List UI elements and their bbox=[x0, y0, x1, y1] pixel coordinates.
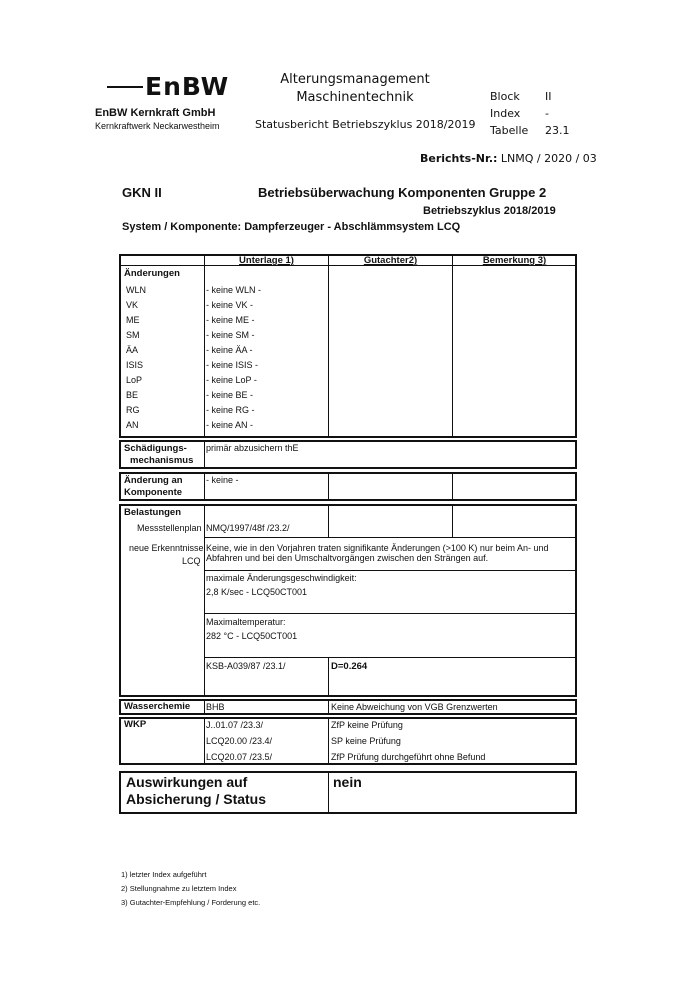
belastungen-divider-3 bbox=[452, 505, 453, 537]
komponente-divider-2 bbox=[328, 473, 329, 500]
header-title-2: Maschinentechnik bbox=[296, 90, 414, 105]
schaedigung-label-1: Schädigungs- bbox=[124, 443, 187, 454]
rate-label: maximale Änderungsgeschwindigkeit: bbox=[206, 573, 357, 583]
ksb-reference: KSB-A039/87 /23.1/ bbox=[206, 661, 286, 671]
company-name: EnBW Kernkraft GmbH bbox=[95, 107, 216, 119]
report-number bbox=[420, 152, 597, 165]
change-key: ME bbox=[126, 315, 140, 325]
wkp-note: ZfP keine Prüfung bbox=[331, 720, 403, 730]
schaedigung-divider bbox=[204, 441, 205, 468]
change-key: RG bbox=[126, 405, 140, 415]
change-key: ISIS bbox=[126, 360, 144, 370]
wkp-doc: LCQ20.07 /23.5/ bbox=[206, 752, 273, 762]
wkp-doc: LCQ20.00 /23.4/ bbox=[206, 736, 273, 746]
wkp-divider-1 bbox=[204, 718, 205, 764]
wkp-divider-2 bbox=[328, 718, 329, 764]
auswirkungen-label-1: Auswirkungen auf bbox=[126, 774, 248, 790]
wkp-note: ZfP Prüfung durchgeführt ohne Befund bbox=[331, 752, 486, 762]
d-value: D=0.264 bbox=[331, 661, 368, 672]
komponente-label-1: Änderung an bbox=[124, 475, 183, 486]
komponente-label-2: Komponente bbox=[124, 487, 183, 498]
logo-line bbox=[107, 86, 143, 88]
erkenntnisse-label-1: neue Erkenntnisse bbox=[129, 543, 204, 553]
footnote: 1) letzter Index aufgeführt bbox=[121, 870, 207, 879]
block-label: Block bbox=[490, 90, 520, 103]
komponente-divider-3 bbox=[452, 473, 453, 500]
schaedigung-value: primär abzusichern thE bbox=[206, 443, 299, 453]
change-key: AN bbox=[126, 420, 139, 430]
change-value: - keine ISIS - bbox=[206, 360, 259, 370]
komponente-divider-1 bbox=[204, 473, 205, 500]
change-value: - keine AN - bbox=[206, 420, 254, 430]
aenderungen-label: Änderungen bbox=[124, 268, 180, 279]
wkp-label: WKP bbox=[124, 719, 147, 730]
change-value: - keine LoP - bbox=[206, 375, 257, 385]
change-value: - keine RG - bbox=[206, 405, 255, 415]
change-value: - keine ÄA - bbox=[206, 345, 253, 355]
change-value: - keine BE - bbox=[206, 390, 254, 400]
col-header-bemerkung: Bemerkung 3) bbox=[482, 255, 547, 266]
unit-heading: GKN II bbox=[122, 185, 162, 200]
belastungen-divider bbox=[204, 505, 205, 696]
wasserchemie-divider-1 bbox=[204, 700, 205, 714]
wasserchemie-divider-2 bbox=[328, 700, 329, 714]
wkp-doc: J..01.07 /23.3/ bbox=[206, 720, 264, 730]
change-value: - keine SM - bbox=[206, 330, 255, 340]
rate-value: 2,8 K/sec - LCQ50CT001 bbox=[206, 587, 308, 597]
auswirkungen-divider bbox=[328, 772, 329, 813]
belastungen-row-line-2 bbox=[205, 570, 576, 571]
change-value: - keine WLN - bbox=[206, 285, 262, 295]
footnote: 2) Stellungnahme zu letztem Index bbox=[121, 884, 237, 893]
system-heading: System / Komponente: Dampferzeuger - Abschlämmsystem LCQ bbox=[122, 221, 461, 233]
erkenntnisse-text-2: Abfahren und bei den Umschaltvorgängen zwischen den Strängen auf. bbox=[206, 553, 489, 563]
col-header-unterlage: Unterlage 1) bbox=[239, 255, 294, 266]
change-key: ÄA bbox=[126, 345, 139, 355]
changes-table bbox=[119, 254, 577, 438]
footnote: 3) Gutachter-Empfehlung / Forderung etc. bbox=[121, 898, 261, 907]
wkp-note: SP keine Prüfung bbox=[331, 736, 401, 746]
wasserchemie-value: BHB bbox=[206, 702, 225, 712]
messstellenplan-label: Messstellenplan bbox=[137, 523, 202, 533]
index-label: Index bbox=[490, 107, 521, 120]
report-label: Berichts-Nr.: bbox=[420, 152, 498, 165]
header-title-1: Alterungsmanagement bbox=[280, 72, 430, 87]
belastungen-divider-2 bbox=[328, 505, 329, 537]
temp-label: Maximaltemperatur: bbox=[206, 617, 286, 627]
komponente-table bbox=[119, 472, 577, 501]
change-key: BE bbox=[126, 390, 139, 400]
col-header-gutachter: Gutachter2) bbox=[363, 255, 418, 266]
enbw-logo: EnBW bbox=[145, 72, 230, 101]
belastungen-label: Belastungen bbox=[124, 507, 182, 518]
block-value: II bbox=[545, 90, 552, 103]
report-value: LNMQ / 2020 / 03 bbox=[500, 152, 597, 165]
tabelle-label: Tabelle bbox=[490, 124, 529, 137]
col-divider-2 bbox=[328, 255, 329, 437]
page-title: Betriebsüberwachung Komponenten Gruppe 2 bbox=[258, 185, 547, 200]
erkenntnisse-text-1: Keine, wie in den Vorjahren traten signifikante Änderungen (>100 K) nur beim An- und bbox=[206, 543, 549, 553]
header-status: Statusbericht Betriebszyklus 2018/2019 bbox=[255, 118, 476, 131]
belastungen-row-line-1 bbox=[205, 537, 576, 538]
col-divider-1 bbox=[204, 255, 205, 437]
cycle-heading: Betriebszyklus 2018/2019 bbox=[423, 205, 556, 217]
change-key: VK bbox=[126, 300, 139, 310]
col-divider-3 bbox=[452, 255, 453, 437]
change-value: - keine VK - bbox=[206, 300, 254, 310]
auswirkungen-value: nein bbox=[333, 774, 362, 790]
wasserchemie-label: Wasserchemie bbox=[124, 701, 191, 712]
schaedigung-label-2: mechanismus bbox=[130, 455, 194, 466]
index-value: - bbox=[545, 107, 549, 120]
tabelle-value: 23.1 bbox=[545, 124, 570, 137]
belastungen-row-line-3 bbox=[205, 613, 576, 614]
change-value: - keine ME - bbox=[206, 315, 255, 325]
auswirkungen-label-2: Absicherung / Status bbox=[126, 791, 267, 807]
temp-value: 282 °C - LCQ50CT001 bbox=[206, 631, 298, 641]
komponente-value: - keine - bbox=[206, 475, 239, 485]
messstellenplan-value: NMQ/1997/48f /23.2/ bbox=[206, 523, 290, 533]
plant-name: Kernkraftwerk Neckarwestheim bbox=[95, 121, 220, 131]
belastungen-divider-4 bbox=[328, 658, 329, 696]
wasserchemie-remark: Keine Abweichung von VGB Grenzwerten bbox=[331, 702, 498, 712]
change-key: SM bbox=[126, 330, 140, 340]
change-key: LoP bbox=[126, 375, 143, 385]
change-key: WLN bbox=[126, 285, 146, 295]
belastungen-row-line-4 bbox=[205, 657, 576, 658]
erkenntnisse-label-2: LCQ bbox=[182, 556, 201, 566]
